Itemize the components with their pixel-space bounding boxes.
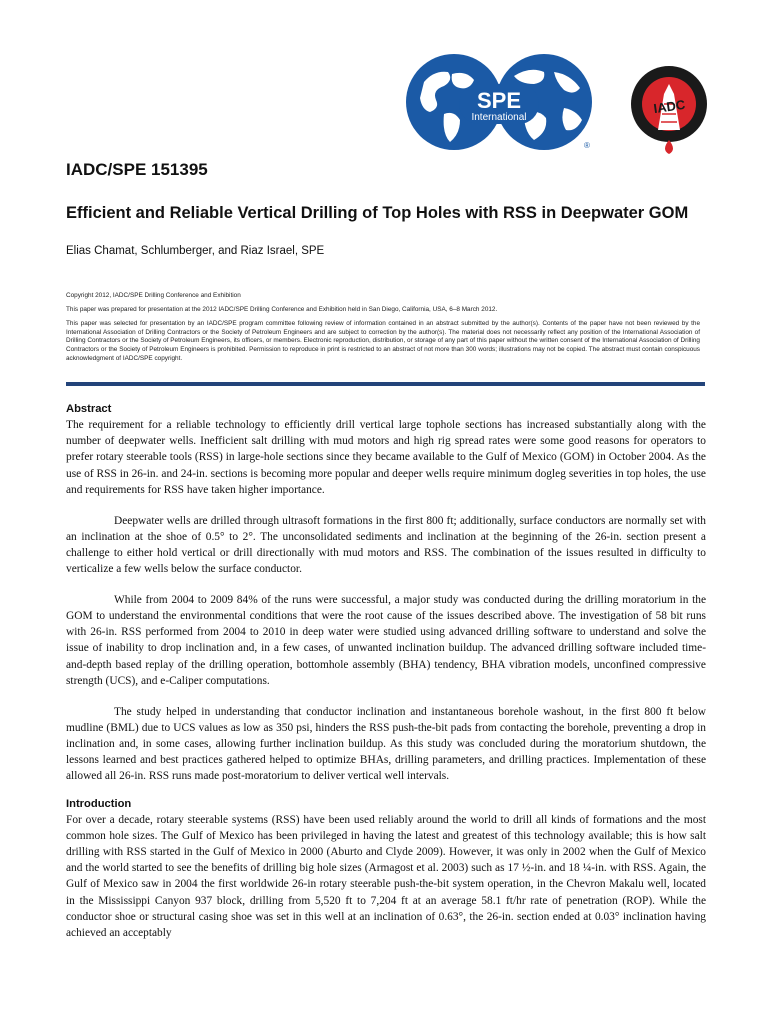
introduction-heading: Introduction bbox=[66, 797, 132, 810]
abstract-paragraph-3: While from 2004 to 2009 84% of the runs were successful, a major study was conducted during the drilling moratorium in the GOM to understand the environmental conditions that were the root cause of the issues described above. The investigation of 58 bit runs with 26-in. RSS performed from 2004 to 2010 in deep water were studied using advanced drilling software to understand and solve the issue of inability to drop inclination and, in a few cases, of unwanted inclination buildup. The advanced drilling software included time- and-depth based replay of the drilling operation, bottomhole assembly (BHA) tendency, BHA vibration models, unconfined compressive strength (UCS), and e-Caliper computations. bbox=[66, 593, 706, 687]
copyright-notice bbox=[66, 292, 700, 369]
spe-logo-icon bbox=[404, 52, 594, 152]
iadc-logo-icon bbox=[628, 54, 710, 158]
paper-title: Efficient and Reliable Vertical Drilling of Top Holes with RSS in Deepwater GOM bbox=[66, 204, 689, 222]
iadc-logo-text: IADC bbox=[652, 96, 687, 117]
abstract-paragraph-4: The study helped in understanding that conductor inclination and instantaneous borehole washout, in the first 800 ft below mudline (BML) due to UCS values as low as 350 psi, hinders the RSS push-the-bit pads from contacting the borehole, preventing a drop in inclination and, in some cases, allowing further inclination buildup. As this study was concluded during the moratorium shutdown, the lessons learned and best practices gathered helped to optimize BHAs, drilling parameters, and drilling practices. Implementation of these allowed all 26-in. RSS runs made post-moratorium to deliver vertical well intervals. bbox=[66, 705, 706, 783]
introduction-paragraph-1: For over a decade, rotary steerable systems (RSS) have been used reliably around the world to drill all kinds of formations and the most common hole sizes. The Gulf of Mexico has been privileged in having the latest and greatest of this technology available; this is how salt drilling with RSS started in the Gulf of Mexico in 2000 (Aburto and Clyde 2009). However, it was only in 2002 when the Gulf of Mexico and the world started to see the benefits of drilling big hole sizes (Armagost et al. 2003) such as 17 ½-in. and 18 ¼-in. with RSS. Again, the Gulf of Mexico saw in 2004 the first worldwide 26-in rotary steerable push-the-bit system operation, in the Chevron Makalu well, located in the Mississippi Canyon 937 block, drilling from 5,520 ft to 7,204 ft at an average 58.1 ft/hr rate of penetration (ROP). While the conductor shoe or structural casing shoe was set in this well at an inclination of 0.63°, the 26-in. section ended at 0.03° inclination having achieved an acceptably bbox=[66, 813, 706, 939]
spe-logo-text: SPE bbox=[476, 88, 522, 113]
registered-mark: ® bbox=[584, 141, 590, 150]
header-logos bbox=[404, 52, 710, 162]
abstract-paragraph-2: Deepwater wells are drilled through ultrasoft formations in the first 800 ft; additionally, surface conductors are normally set with an inclination at the shoe of 0.5° to 2°. The unconsolidated sediments and inclination at the beginning of the 26-in. section present a challenge to either hold vertical or drill directionally with mud motors and RSS. The combination of the issues resulted in difficulty to verticalize a few wells below the surface conductor. bbox=[66, 514, 706, 576]
abstract-heading: Abstract bbox=[66, 403, 112, 415]
abstract-paragraph-1: The requirement for a reliable technology to efficiently drill vertical large tophole sections has increased substantially along with the number of deepwater wells. Inefficient salt drilling with mud motors and high rig spread rates were some good reasons for operators to prefer rotary steerable tools (RSS) in large-hole sections since they became available to the Gulf of Mexico (GOM) in October 2004. As the use of RSS in 26-in. and 24-in. sections is becoming more popular and deeper wells require minimum dogleg severities in top holes, the use and requirements for RSS have taken higher importance. bbox=[66, 419, 706, 496]
header-divider bbox=[66, 382, 705, 386]
copyright-line: Copyright 2012, IADC/SPE Drilling Conference and Exhibition bbox=[66, 292, 241, 299]
spe-logo-subtext: International bbox=[471, 112, 527, 123]
paper-number: IADC/SPE 151395 bbox=[66, 160, 208, 179]
selection-disclaimer: This paper was selected for presentation by an IADC/SPE program committee following review of information contained in an abstract submitted by the author(s). Contents of the paper have not been reviewed by the International Association of Drilling Contractors or the Society of Petroleum Engineers and are subject to correction by the author(s). The material does not necessarily reflect any position of the International Association of Drilling Contractors or the Society of Petroleum Engineers, its officers, or members. Electronic reproduction, distribution, or storage of any part of this paper without the written consent of the International Association of Drilling Contractors or the Society of Petroleum Engineers is prohibited. Permission to reproduce in print is restricted to an abstract of not more than 300 words; illustrations may not be copied. The abstract must contain conspicuous acknowledgment of IADC/SPE copyright. bbox=[66, 320, 700, 362]
paper-body bbox=[66, 402, 706, 941]
presentation-note: This paper was prepared for presentation at the 2012 IADC/SPE Drilling Conference and Exhibition held in San Diego, California, USA, 6–8 March 2012. bbox=[66, 306, 498, 314]
paper-authors: Elias Chamat, Schlumberger, and Riaz Israel, SPE bbox=[66, 245, 325, 257]
